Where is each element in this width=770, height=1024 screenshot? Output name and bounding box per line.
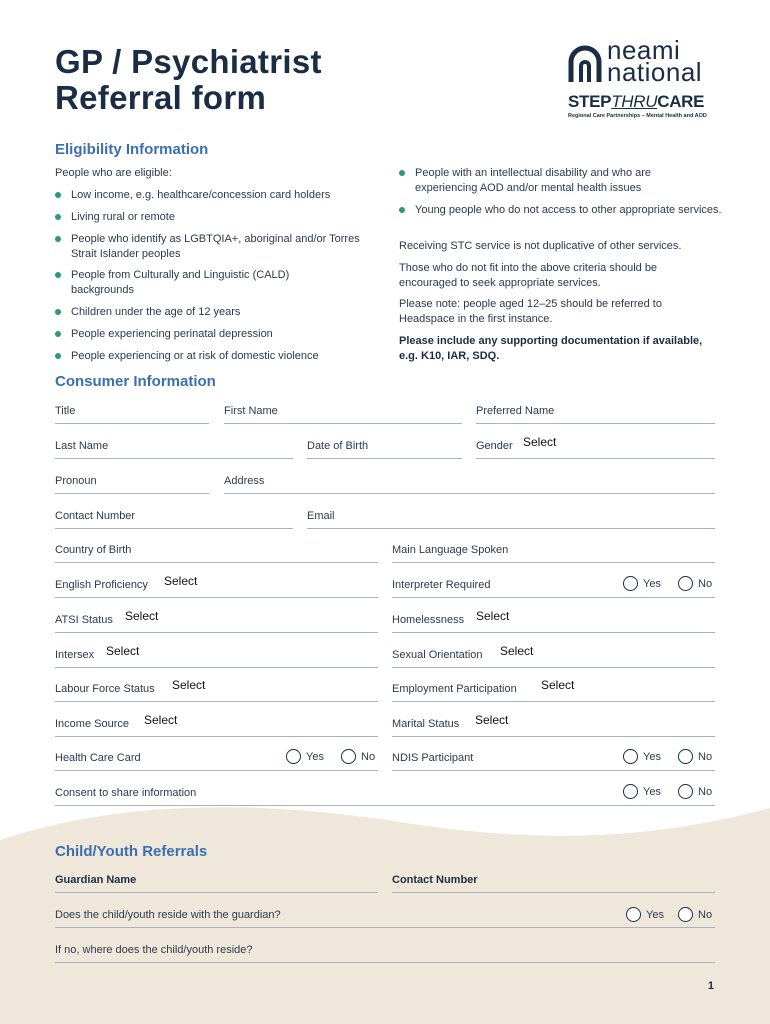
title-line-1: GP / Psychiatrist <box>55 43 322 80</box>
eligibility-bullet: People experiencing or at risk of domestic violence <box>55 349 381 364</box>
sexual-orientation-field[interactable] <box>392 643 715 668</box>
title-label: Title <box>55 405 76 417</box>
employment-participation-label: Employment Participation <box>392 683 517 695</box>
atsi-status-field[interactable] <box>55 608 378 633</box>
ndis-no-radio[interactable] <box>678 749 693 764</box>
gender-label: Gender <box>476 440 513 452</box>
eligibility-note: Those who do not fit into the above criteria should be encouraged to seek appropriate services. <box>399 262 658 289</box>
ndis-yes-label: Yes <box>643 751 661 763</box>
child-youth-heading: Child/Youth Referrals <box>55 843 208 860</box>
interpreter-yes-label: Yes <box>643 578 661 590</box>
pronoun-label: Pronoun <box>55 475 97 487</box>
eligibility-intro: People who are eligible: <box>55 167 172 179</box>
eligibility-note: Receiving STC service is not duplicative of other services. <box>399 240 682 252</box>
preferred-name-field[interactable] <box>476 399 715 424</box>
country-of-birth-field[interactable] <box>55 538 378 563</box>
reside-no-label: No <box>698 909 713 921</box>
ndis-yes-radio[interactable] <box>623 749 638 764</box>
last-name-field[interactable] <box>55 434 293 459</box>
homelessness-label: Homelessness <box>392 614 465 626</box>
consumer-heading: Consumer Information <box>55 373 216 390</box>
eligibility-heading: Eligibility Information <box>55 141 209 158</box>
interpreter-no-radio[interactable] <box>678 576 693 591</box>
income-source-label: Income Source <box>55 718 129 730</box>
title-line-2: Referral form <box>55 79 267 116</box>
labour-force-status-select[interactable]: Select <box>172 678 206 692</box>
eligibility-bullet: Living rural or remote <box>55 210 381 225</box>
logo-step: STEP <box>568 92 612 111</box>
intersex-select[interactable]: Select <box>106 644 140 658</box>
contact-number-label: Contact Number <box>55 510 136 522</box>
email-label: Email <box>307 510 335 522</box>
guardian-contact-field[interactable] <box>392 868 715 893</box>
consent-no-radio[interactable] <box>678 784 693 799</box>
sexual-orientation-select[interactable]: Select <box>500 644 534 658</box>
intersex-label: Intersex <box>55 649 95 661</box>
eligibility-bullet: Young people who do not access to other appropriate services. <box>399 203 725 218</box>
eligibility-bullet: Children under the age of 12 years <box>55 305 381 320</box>
marital-status-field[interactable] <box>392 712 715 737</box>
documentation-note: Please include any supporting documentation if available, e.g. K10, IAR, SDQ. <box>399 335 703 362</box>
page-title <box>55 44 322 116</box>
interpreter-no-label: No <box>698 578 713 590</box>
dob-field[interactable] <box>307 434 462 459</box>
interpreter-yes-radio[interactable] <box>623 576 638 591</box>
atsi-status-label: ATSI Status <box>55 614 113 626</box>
logo-tagline: Regional Care Partnerships – Mental Health and AOD <box>568 113 707 119</box>
where-question-label: If no, where does the child/youth reside? <box>55 944 253 956</box>
ndis-no-label: No <box>698 751 713 763</box>
consent-label: Consent to share information <box>55 787 197 799</box>
eligibility-bullet: Low income, e.g. healthcare/concession card holders <box>55 188 381 203</box>
employment-participation-select[interactable]: Select <box>541 678 575 692</box>
logo-thru: THRU <box>611 92 658 111</box>
health-care-card-field <box>55 746 378 771</box>
country-of-birth-label: Country of Birth <box>55 544 132 556</box>
eligibility-bullet: People from Culturally and Linguistic (CALD) backgrounds <box>55 268 351 297</box>
interpreter-required-label: Interpreter Required <box>392 579 491 591</box>
health-care-card-yes-label: Yes <box>306 751 324 763</box>
guardian-name-field[interactable] <box>55 868 378 893</box>
eligibility-bullet: People experiencing perinatal depression <box>55 327 381 342</box>
english-proficiency-label: English Proficiency <box>55 579 148 591</box>
title-field[interactable] <box>55 399 209 424</box>
english-proficiency-field[interactable] <box>55 573 378 598</box>
homelessness-select[interactable]: Select <box>476 609 510 623</box>
reside-no-radio[interactable] <box>678 907 693 922</box>
marital-status-select[interactable]: Select <box>475 713 509 727</box>
ndis-participant-field <box>392 746 715 771</box>
reside-question-label: Does the child/youth reside with the guardian? <box>55 909 281 921</box>
email-field[interactable] <box>307 504 715 529</box>
eligibility-bullet: People with an intellectual disability and who are experiencing AOD and/or mental health issues <box>399 166 715 195</box>
stepthrucare-logo-text <box>568 92 704 112</box>
labour-force-status-field[interactable] <box>55 677 378 702</box>
guardian-name-label: Guardian Name <box>55 874 137 886</box>
income-source-select[interactable]: Select <box>144 713 178 727</box>
gender-field[interactable] <box>476 434 715 459</box>
employment-participation-field[interactable] <box>392 677 715 702</box>
first-name-field[interactable] <box>224 399 462 424</box>
consent-yes-label: Yes <box>643 786 661 798</box>
labour-force-status-label: Labour Force Status <box>55 683 155 695</box>
address-field[interactable] <box>224 469 715 494</box>
preferred-name-label: Preferred Name <box>476 405 555 417</box>
contact-number-field[interactable] <box>55 504 293 529</box>
health-care-card-yes-radio[interactable] <box>286 749 301 764</box>
address-label: Address <box>224 475 265 487</box>
last-name-label: Last Name <box>55 440 109 452</box>
logo-care: CARE <box>657 92 705 111</box>
main-language-label: Main Language Spoken <box>392 544 509 556</box>
consent-no-label: No <box>698 786 713 798</box>
marital-status-label: Marital Status <box>392 718 460 730</box>
first-name-label: First Name <box>224 405 278 417</box>
sexual-orientation-label: Sexual Orientation <box>392 649 483 661</box>
ndis-participant-label: NDIS Participant <box>392 752 474 764</box>
logo-neami-text: neami <box>607 35 681 65</box>
interpreter-required-field <box>392 573 715 598</box>
eligibility-note: Please note: people aged 12–25 should be referred to Headspace in the first instance. <box>399 298 662 325</box>
neami-arch-icon <box>568 44 602 84</box>
main-language-field[interactable] <box>392 538 715 563</box>
pronoun-field[interactable] <box>55 469 209 494</box>
reside-yes-label: Yes <box>646 909 664 921</box>
income-source-field[interactable] <box>55 712 378 737</box>
child-residence-field[interactable] <box>55 938 715 963</box>
guardian-contact-label: Contact Number <box>392 874 478 886</box>
consent-field <box>55 781 715 806</box>
intersex-field[interactable] <box>55 643 378 668</box>
eligibility-bullet: People who identify as LGBTQIA+, aboriginal and/or Torres Strait Islander peoples <box>55 232 371 261</box>
reside-yes-radio[interactable] <box>626 907 641 922</box>
homelessness-field[interactable] <box>392 608 715 633</box>
logo-national-text: national <box>607 57 703 87</box>
health-care-card-no-label: No <box>361 751 376 763</box>
health-care-card-label: Health Care Card <box>55 752 141 764</box>
atsi-status-select[interactable]: Select <box>125 609 159 623</box>
consent-yes-radio[interactable] <box>623 784 638 799</box>
neami-logo <box>566 35 716 122</box>
health-care-card-no-radio[interactable] <box>341 749 356 764</box>
english-proficiency-select[interactable]: Select <box>164 574 198 588</box>
page-number: 1 <box>707 980 714 992</box>
dob-label: Date of Birth <box>307 440 369 452</box>
reside-with-guardian-field <box>55 903 715 928</box>
gender-select[interactable]: Select <box>523 435 557 449</box>
